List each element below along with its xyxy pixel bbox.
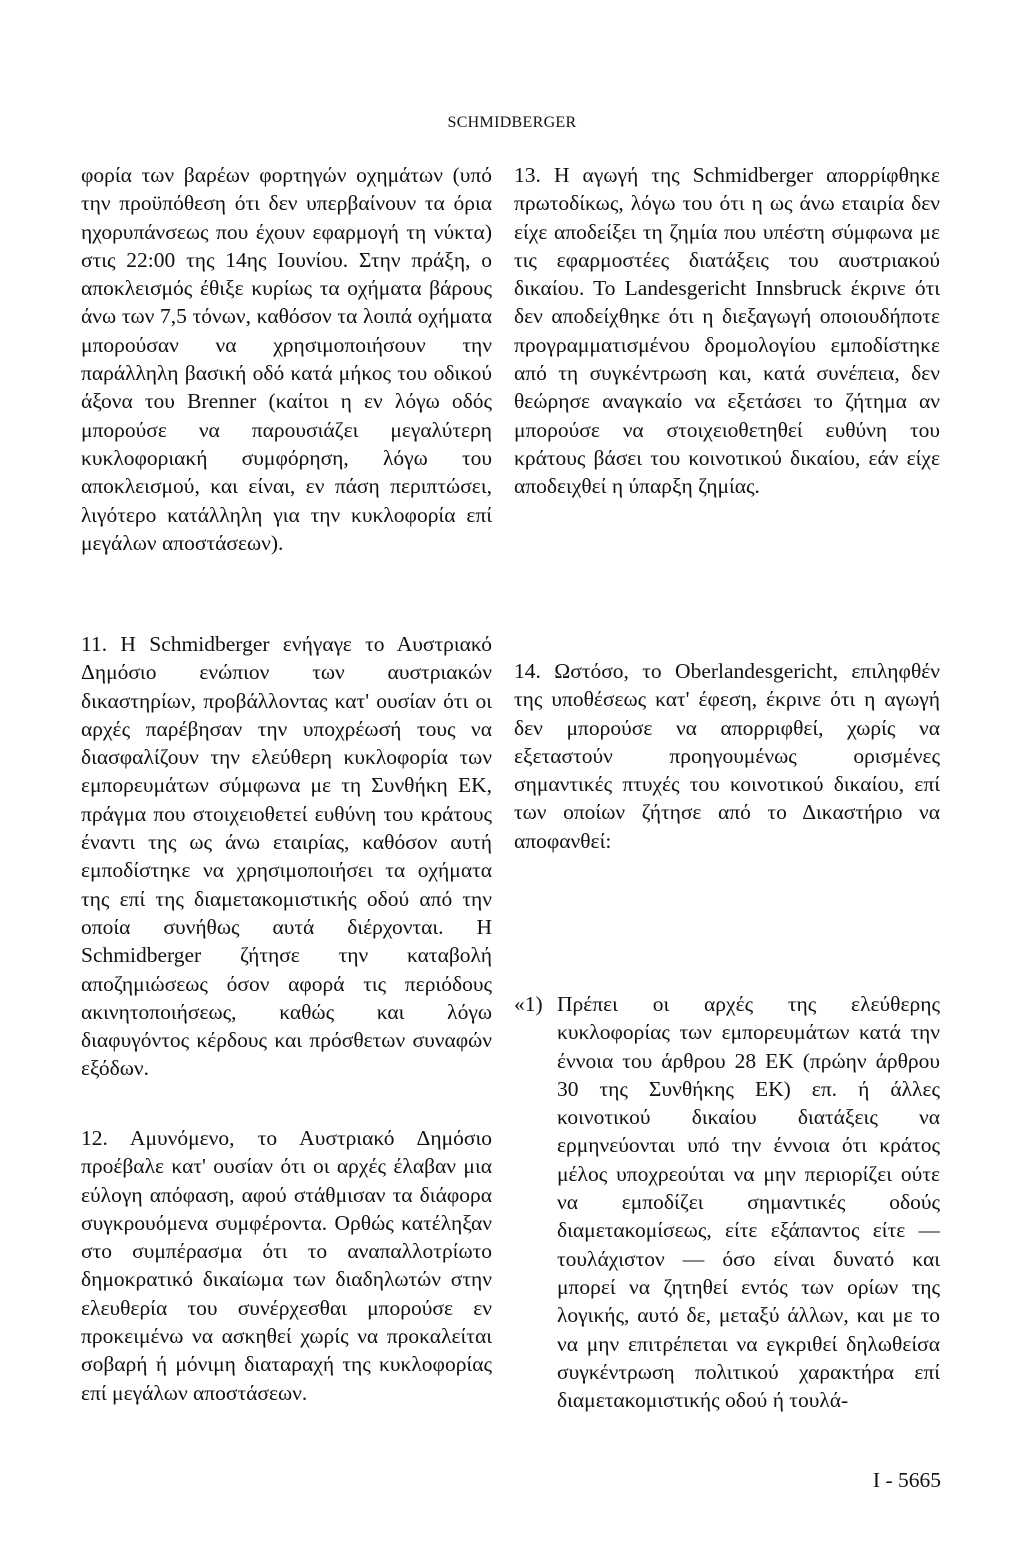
paragraph-11: 11. Η Schmidberger ενήγαγε το Αυστριακό Δημόσιο ενώπιον των αυστριακών δικαστηρίων, προβάλλοντας κατ' ουσίαν ότι οι αρχές παρέβησαν την υποχρέωσή τους να διασφαλίζουν την ελεύθερη κυκλοφορία των εμπορευμάτων σύμφωνα με τη Συνθήκη ΕΚ, πράγμα που στοιχειοθετεί ευθύνη του κράτους έναντι της ως άνω εταιρίας, καθόσον αυτή εμποδίστηκε να χρησιμοποιήσει τα οχήματα της επί της διαμετακομιστικής οδού από την οποία συνήθως αυτά διέρχονται. Η Schmidberger ζήτησε την καταβολή αποζημιώσεως όσον αφορά τις περιόδους ακινητοποιήσεως, καθώς και λόγω διαφυγόντος κέρδους και πρόσθετων συναφών εξόδων. <box>81 632 492 1081</box>
running-title: SCHMIDBERGER <box>447 114 577 131</box>
paragraph-14: 14. Ωστόσο, το Oberlandesgericht, επιληφθέν της υποθέσεως κατ' έφεση, έκρινε ότι η αγωγή δεν μπορούσε να απορριφθεί, χωρίς να εξεταστούν προηγουμένως ορισμένες σημαντικές πτυχές του κοινοτικού δικαίου, επί των οποίων ζήτησε από το Δικαστήριο να αποφανθεί: <box>514 659 940 853</box>
question-1-text: Πρέπει οι αρχές της ελεύθερης κυκλοφορίας των εμπορευμάτων κατά την έννοια του άρθρου 28 ΕΚ (πρώην άρθρου 30 της Συνθήκης ΕΚ) επ. ή άλλες κοινοτικού δικαίου διατάξεις να ερμηνεύονται υπό την έννοια ότι κράτος μέλος υποχρεούται να μην περιορίζει ούτε να εμποδίζει σημαντικές οδούς διαμετακομίσεως, είτε εξάπαντος είτε — τουλάχιστον — όσο είναι δυνατό και μπορεί να ζητηθεί εντός των ορίων της λογικής, αυτό δε, μεταξύ άλλων, και με το να μην επιτρέπεται να εγκριθεί δηλωθείσα συγκέντρωση πολιτικού χαρακτήρα επί διαμετακομιστικής οδού ή τουλά- <box>557 992 940 1413</box>
page-number: I - 5665 <box>872 1468 941 1492</box>
paragraph-13: 13. Η αγωγή της Schmidberger απορρίφθηκε πρωτοδίκως, λόγω του ότι η ως άνω εταιρία δεν είχε αποδείξει τη ζημία που υπέστη σύμφωνα με τις εφαρμοστέες διατάξεις του αυστριακού δικαίου. Το Landesgericht Innsbruck έκρινε ότι δεν αποδείχθηκε ότι η διεξαγωγή οποιουδήποτε προγραμματισμένου δρομολογίου εμποδίστηκε από τη συγκέντρωση και, κατά συνέπεια, δεν θεώρησε αναγκαίο να εξετάσει το ζήτημα αν μπορούσε να στοιχειοθετηθεί ευθύνη του κράτους βάσει του κοινοτικού δικαίου, εάν είχε αποδειχθεί η ύπαρξη ζημίας. <box>514 163 940 499</box>
question-1-number: «1) <box>514 992 543 1016</box>
paragraph-10-continued: φορία των βαρέων φορτηγών οχημάτων (υπό την προϋπόθεση ότι δεν υπερβαίνουν τα όρια ηχορυπάνσεως που έχουν εφαρμογή τη νύκτα) στις 22:00 της 14ης Ιουνίου. Στην πράξη, ο αποκλεισμός έθιξε κυρίως τα οχήματα βάρους άνω των 7,5 τόνων, καθόσον τα λοιπά οχήματα μπορούσαν να χρησιμοποιήσουν την παράλληλη βασική οδό κατά μήκος του οδικού άξονα του Brenner (καίτοι η εν λόγω οδός μπορούσε να παρουσιάζει μεγαλύτερη κυκλοφοριακή συμφόρηση, λόγω του αποκλεισμού, και είναι, εν πάση περιπτώσει, λιγότερο κατάλληλη για την κυκλοφορία επί μεγάλων αποστάσεων). <box>81 163 492 555</box>
paragraph-12: 12. Αμυνόμενο, το Αυστριακό Δημόσιο προέβαλε κατ' ουσίαν ότι οι αρχές έλαβαν μια εύλογη απόφαση, αφού στάθμισαν τα διάφορα συγκρουόμενα συμφέροντα. Ορθώς κατέληξαν στο συμπέρασμα ότι το αναπαλλοτρίωτο δημοκρατικό δικαίωμα των διαδηλωτών στην ελευθερία του συνέρχεσθαι μπορούσε εν προκειμένω να ασκηθεί χωρίς να προκαλείται σοβαρή ή μόνιμη διαταραχή της κυκλοφορίας επί μεγάλων αποστάσεων. <box>81 1126 492 1405</box>
